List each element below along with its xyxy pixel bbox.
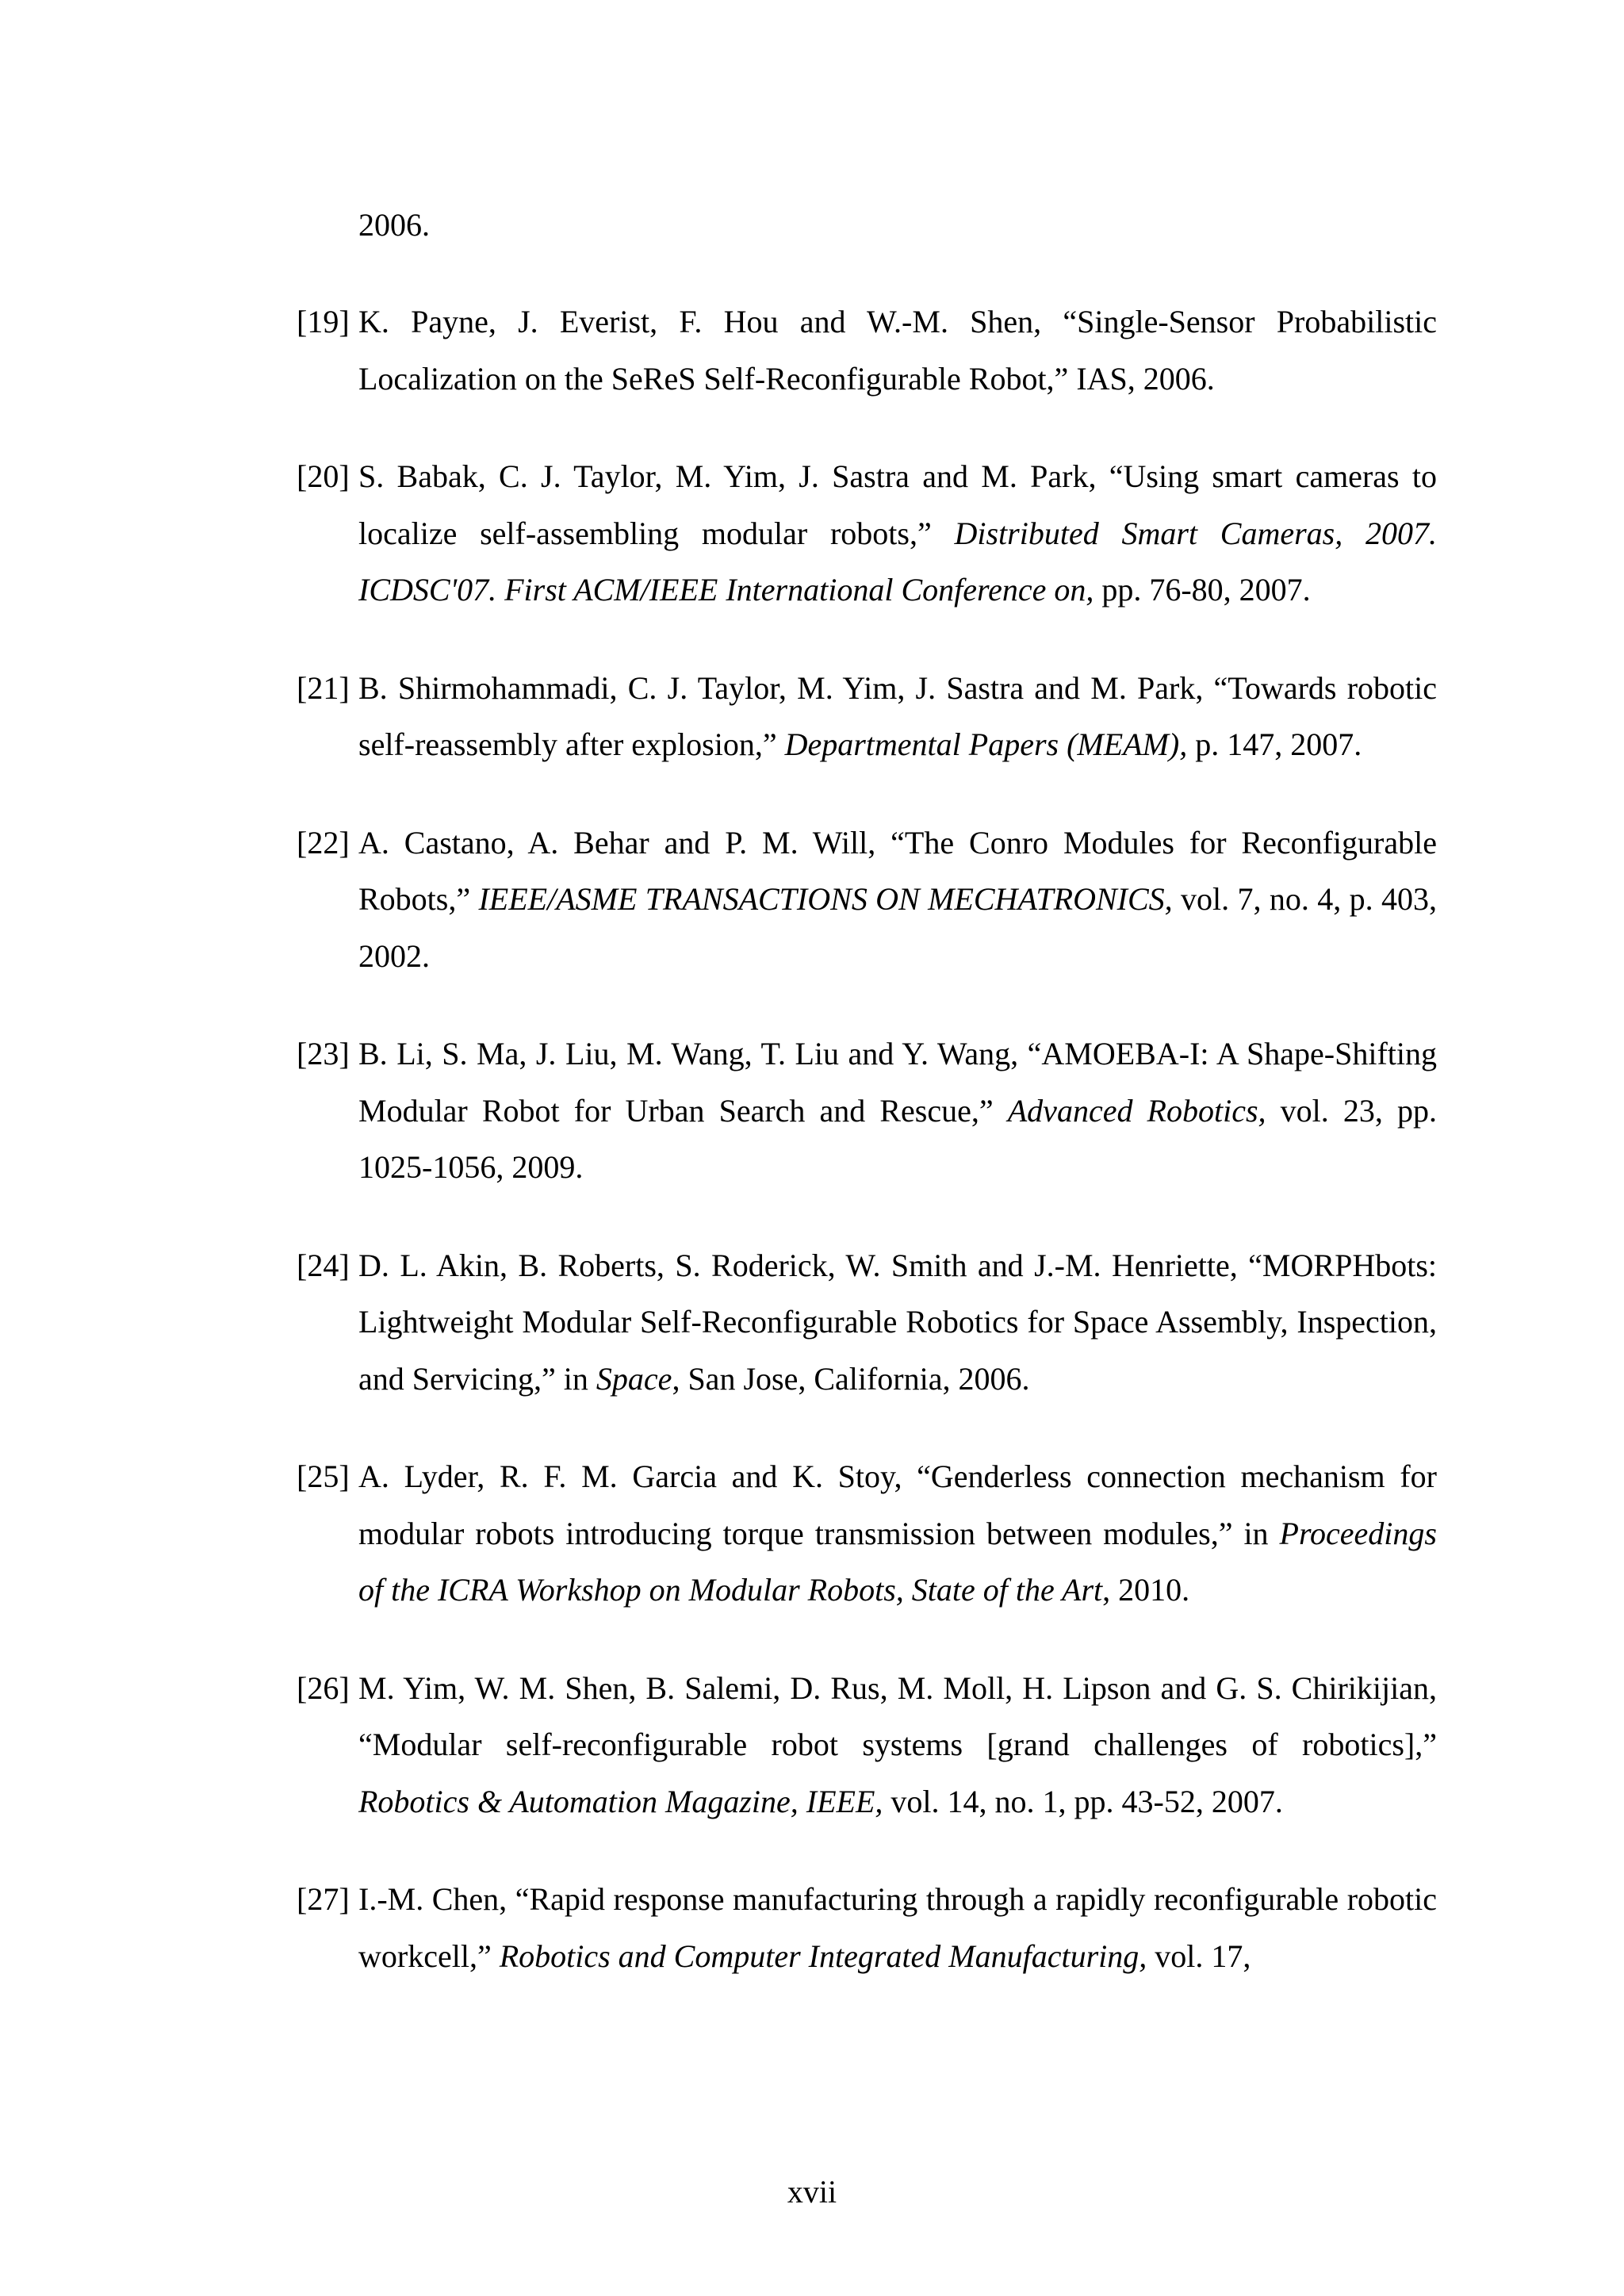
reference-source-title: Departmental Papers (MEAM), (784, 726, 1188, 762)
reference-entry (297, 448, 1437, 619)
reference-text-segment: vol. 17, (1147, 1938, 1251, 1974)
reference-entry (297, 293, 1437, 407)
reference-number: [21] (297, 669, 350, 706)
reference-source-title: Advanced Robotics, (1007, 1092, 1266, 1129)
reference-text (358, 1448, 1437, 1619)
reference-number: [27] (297, 1881, 350, 1917)
reference-number: [26] (297, 1669, 350, 1706)
reference-text (358, 1660, 1437, 1830)
reference-text-segment: I.-M. Chen, “Rapid response manufacturing through a rapidly reconfigurable robotic workcell,” (358, 1881, 1437, 1974)
reference-source-title: IEEE/ASME TRANSACTIONS ON MECHATRONICS, (478, 881, 1173, 917)
reference-number: [19] (297, 304, 350, 339)
reference-text-segment: pp. 76-80, 2007. (1094, 572, 1311, 608)
reference-text-segment: A. Castano, A. Behar and P. M. Will, “The Conro Modules for Reconfigurable Robots,” (358, 824, 1437, 917)
reference-source-title: Robotics and Computer Integrated Manufacturing, (499, 1938, 1147, 1974)
reference-text (358, 448, 1437, 619)
reference-entry (297, 1871, 1437, 1984)
reference-text (358, 1025, 1437, 1196)
reference-text-segment: vol. 14, no. 1, pp. 43-52, 2007. (883, 1783, 1283, 1819)
reference-entry (297, 1237, 1437, 1408)
reference-entry (297, 660, 1437, 773)
reference-text-segment: B. Shirmohammadi, C. J. Taylor, M. Yim, J. Sastra and M. Park, “Towards robotic self-reassembly after explosion,” (358, 669, 1437, 762)
reference-entry (297, 1448, 1437, 1619)
reference-text-segment: vol. 7, no. 4, p. 403, 2002. (358, 881, 1437, 974)
page-number: xvii (787, 2174, 837, 2210)
reference-text (358, 660, 1437, 773)
reference-text-segment: , 2010. (1102, 1572, 1190, 1608)
reference-text (358, 293, 1437, 407)
reference-source-title: Robotics & Automation Magazine, IEEE, (358, 1783, 883, 1819)
reference-number: [20] (297, 458, 350, 494)
reference-text-segment: A. Lyder, R. F. M. Garcia and K. Stoy, “Genderless connection mechanism for modular robots introducing torque transmission between modules,” in (358, 1458, 1437, 1551)
reference-source-title: Space (596, 1360, 672, 1397)
reference-text-segment: S. Babak, C. J. Taylor, M. Yim, J. Sastra and M. Park, “Using smart cameras to localize self-assembling modular robots,” (358, 458, 1437, 551)
reference-text-segment: M. Yim, W. M. Shen, B. Salemi, D. Rus, M. Moll, H. Lipson and G. S. Chirikijian, “Modular self-reconfigurable robot systems [grand challenges of robotics],” (358, 1669, 1437, 1762)
reference-text-segment: D. L. Akin, B. Roberts, S. Roderick, W. Smith and J.-M. Henriette, “MORPHbots: Lightweight Modular Self-Reconfigurable Robotics for Space Assembly, Inspection, and Servicing,” in (358, 1247, 1437, 1397)
reference-text-segment: vol. 23, pp. 1025-1056, 2009. (358, 1092, 1437, 1185)
reference-entry (297, 1660, 1437, 1830)
reference-number: [23] (297, 1036, 350, 1071)
reference-text-segment: p. 147, 2007. (1187, 726, 1362, 762)
reference-number: [25] (297, 1458, 350, 1494)
reference-text (358, 815, 1437, 985)
reference-source-title: Proceedings of the ICRA Workshop on Modular Robots, State of the Art (358, 1515, 1437, 1608)
reference-source-title: Distributed Smart Cameras, 2007. ICDSC'07. First ACM/IEEE International Conference on, (358, 515, 1437, 608)
reference-text-segment: B. Li, S. Ma, J. Liu, M. Wang, T. Liu and Y. Wang, “AMOEBA-I: A Shape-Shifting Modular Robot for Urban Search and Rescue,” (358, 1036, 1437, 1129)
reference-text (358, 1237, 1437, 1408)
reference-text-segment: K. Payne, J. Everist, F. Hou and W.-M. Shen, “Single-Sensor Probabilistic Localization on the SeReS Self-Reconfigurable Robot,” IAS, 2006. (358, 304, 1437, 397)
continued-reference-text: 2006. (358, 207, 430, 243)
reference-entry (297, 1025, 1437, 1196)
reference-number: [24] (297, 1247, 350, 1283)
reference-entry (297, 815, 1437, 985)
reference-number: [22] (297, 824, 350, 861)
reference-list (297, 293, 1437, 2026)
reference-text-segment: , San Jose, California, 2006. (672, 1360, 1030, 1397)
reference-text (358, 1871, 1437, 1984)
